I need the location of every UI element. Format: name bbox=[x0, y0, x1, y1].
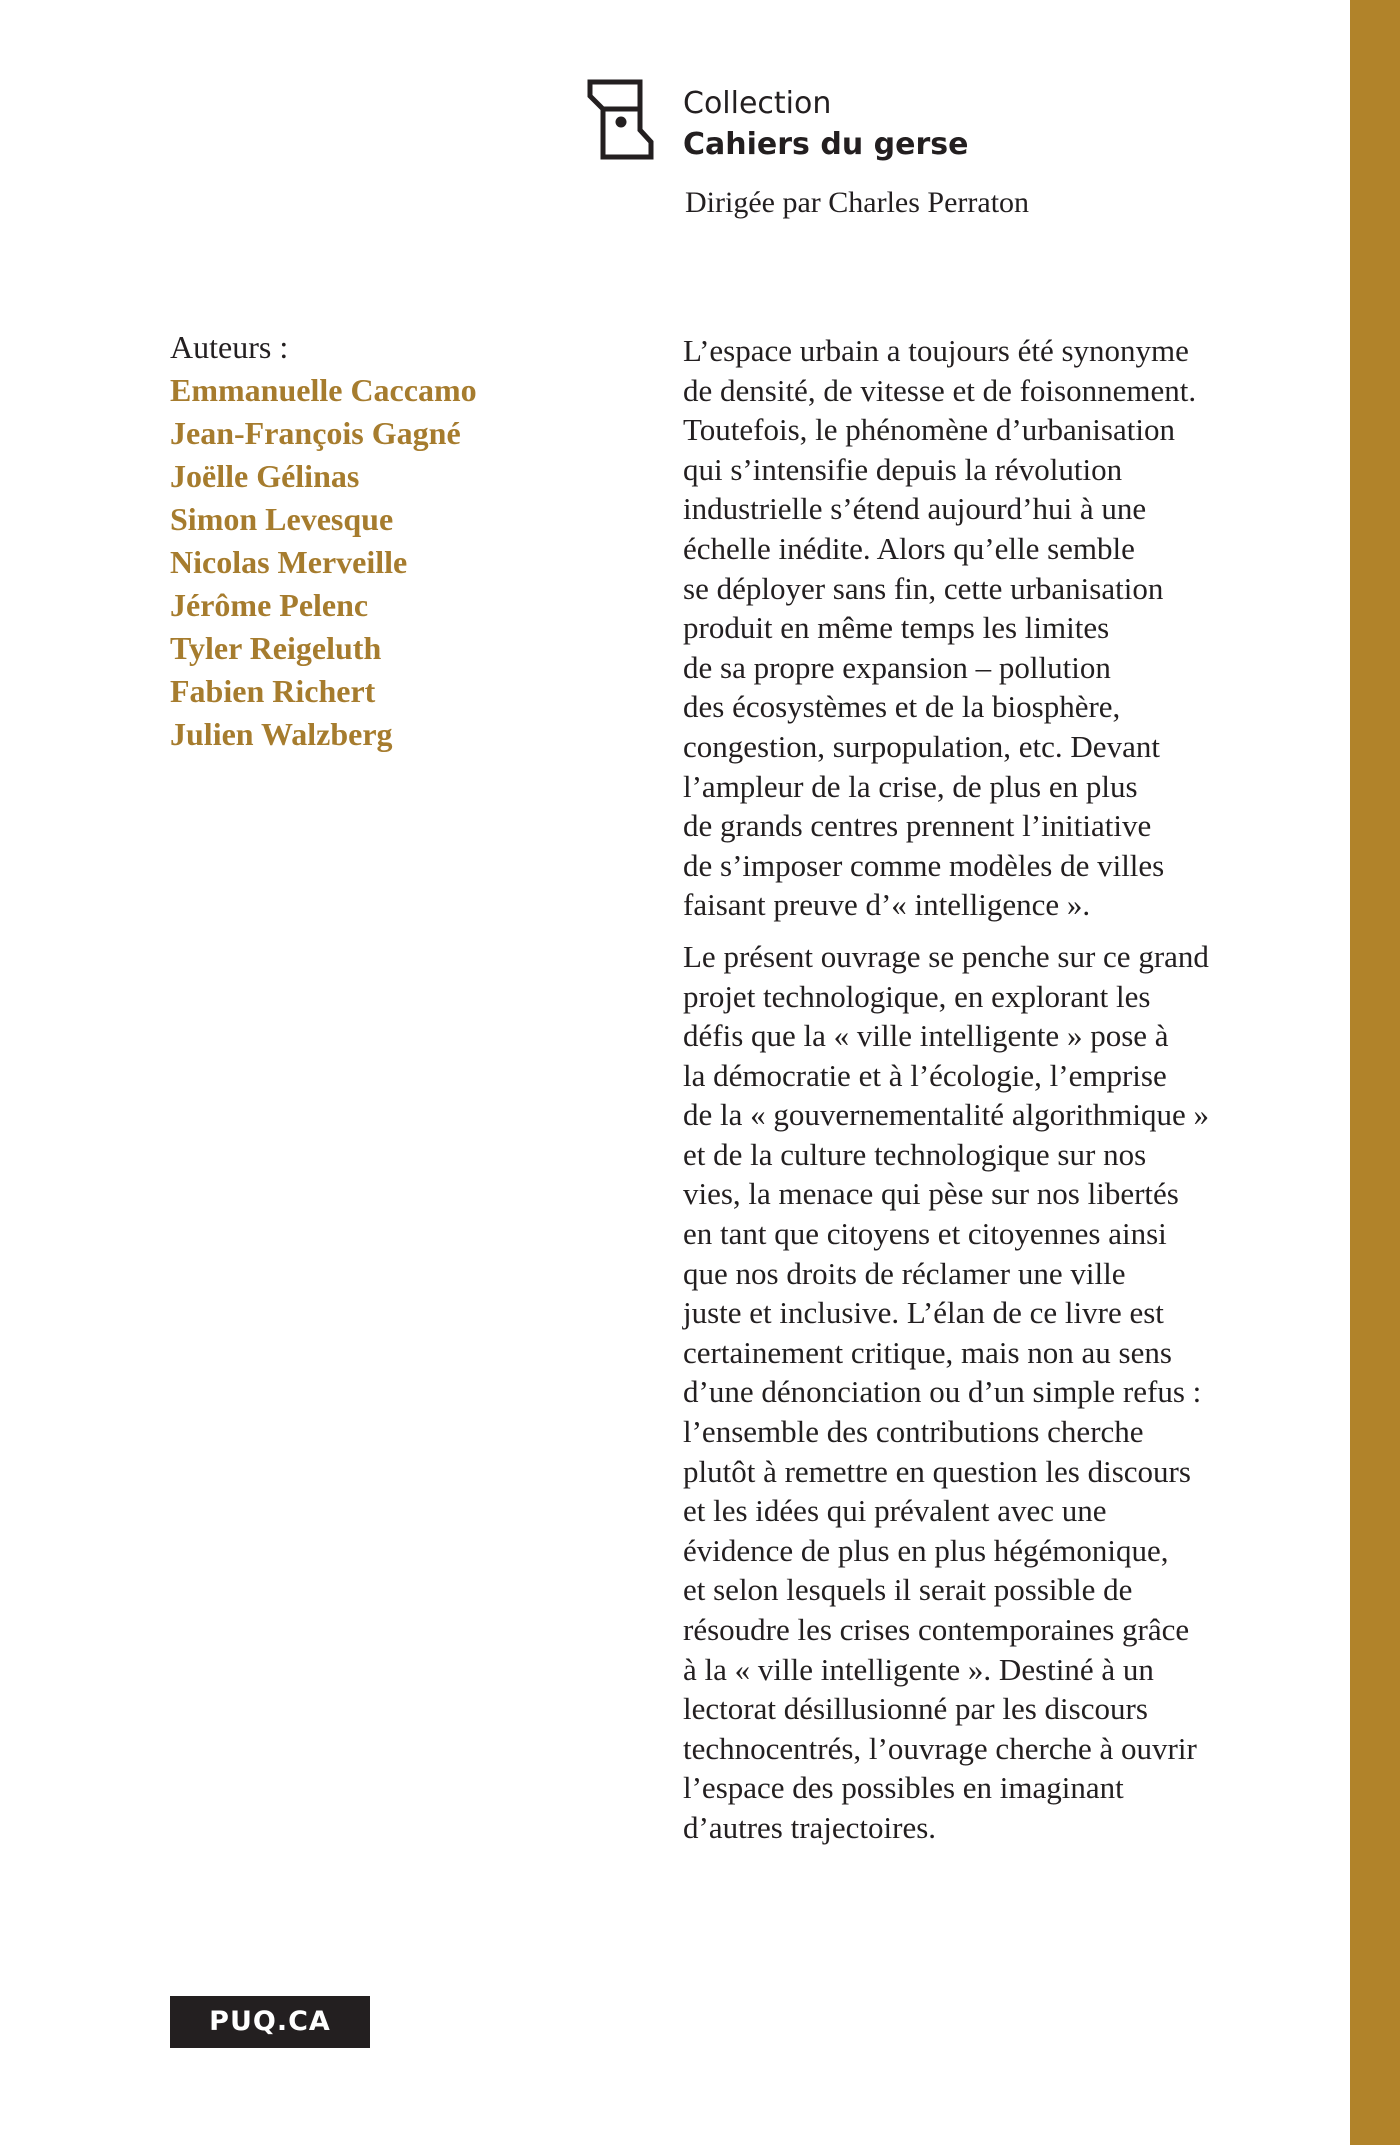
authors-section bbox=[170, 326, 477, 756]
text-line: de la « gouvernementalité algorithmique » bbox=[683, 1097, 1209, 1133]
text-line: d’une dénonciation ou d’un simple refus : bbox=[683, 1374, 1202, 1410]
text-line: Toutefois, le phénomène d’urbanisation bbox=[683, 412, 1175, 448]
text-line: produit en même temps les limites bbox=[683, 610, 1110, 646]
text-line: lectorat désillusionné par les discours bbox=[683, 1691, 1148, 1727]
text-line: l’espace des possibles en imaginant bbox=[683, 1770, 1124, 1806]
publisher-badge: PUQ.CA bbox=[170, 1996, 370, 2048]
text-line: des écosystèmes et de la biosphère, bbox=[683, 689, 1121, 725]
collection-logo-icon bbox=[583, 78, 655, 160]
text-line: évidence de plus en plus hégémonique, bbox=[683, 1532, 1169, 1568]
text-line: et de la culture technologique sur nos bbox=[683, 1136, 1147, 1172]
text-line: technocentrés, l’ouvrage cherche à ouvrir bbox=[683, 1730, 1197, 1766]
text-line: juste et inclusive. L’élan de ce livre est bbox=[683, 1295, 1164, 1331]
author-name: Tyler Reigeluth bbox=[170, 630, 382, 666]
text-line: d’autres trajectoires. bbox=[683, 1809, 937, 1845]
text-line: et les idées qui prévalent avec une bbox=[683, 1493, 1107, 1529]
book-summary bbox=[683, 331, 1283, 1848]
text-line: défis que la « ville intelligente » pose à bbox=[683, 1018, 1169, 1054]
text-line: congestion, surpopulation, etc. Devant bbox=[683, 728, 1160, 764]
text-line: se déployer sans fin, cette urbanisation bbox=[683, 570, 1164, 606]
text-line: certainement critique, mais non au sens bbox=[683, 1334, 1172, 1370]
authors-label: Auteurs : bbox=[170, 329, 289, 365]
text-line: l’ampleur de la crise, de plus en plus bbox=[683, 768, 1138, 804]
text-line: l’ensemble des contributions cherche bbox=[683, 1414, 1144, 1450]
text-line: de sa propre expansion – pollution bbox=[683, 649, 1111, 685]
text-line: et selon lesquels il serait possible de bbox=[683, 1572, 1133, 1608]
text-line: plutôt à remettre en question les discours bbox=[683, 1453, 1191, 1489]
author-name: Emmanuelle Caccamo bbox=[170, 372, 477, 408]
summary-paragraph-2 bbox=[683, 937, 1283, 1848]
text-line: résoudre les crises contemporaines grâce bbox=[683, 1612, 1190, 1647]
author-name: Jean-François Gagné bbox=[170, 415, 461, 451]
text-line: à la « ville intelligente ». Destiné à un bbox=[683, 1651, 1154, 1687]
spine-stripe bbox=[1350, 0, 1400, 2145]
summary-paragraph-1 bbox=[683, 331, 1283, 925]
collection-director: Dirigée par Charles Perraton bbox=[685, 186, 1030, 219]
text-line: de s’imposer comme modèles de villes bbox=[683, 847, 1165, 883]
text-line: de densité, de vitesse et de foisonnement. bbox=[683, 372, 1197, 408]
text-line: faisant preuve d’« intelligence ». bbox=[683, 887, 1091, 923]
text-line: projet technologique, en explorant les bbox=[683, 978, 1151, 1014]
text-line: Le présent ouvrage se penche sur ce grand bbox=[683, 938, 1209, 974]
author-name: Jérôme Pelenc bbox=[170, 587, 369, 623]
collection-label: Collection bbox=[683, 86, 832, 121]
text-line: que nos droits de réclamer une ville bbox=[683, 1255, 1126, 1291]
author-list bbox=[170, 369, 477, 756]
text-line: vies, la menace qui pèse sur nos libertés bbox=[683, 1176, 1179, 1212]
text-line: la démocratie et à l’écologie, l’emprise bbox=[683, 1057, 1167, 1093]
text-line: qui s’intensifie depuis la révolution bbox=[683, 451, 1123, 487]
author-name: Simon Levesque bbox=[170, 501, 394, 537]
text-line: industrielle s’étend aujourd’hui à une bbox=[683, 491, 1147, 527]
author-name: Fabien Richert bbox=[170, 673, 376, 709]
text-line: échelle inédite. Alors qu’elle semble bbox=[683, 530, 1135, 566]
author-name: Nicolas Merveille bbox=[170, 544, 408, 580]
text-line: en tant que citoyens et citoyennes ainsi bbox=[683, 1216, 1167, 1252]
author-name: Joëlle Gélinas bbox=[170, 458, 360, 494]
collection-name: Cahiers du gerse bbox=[683, 127, 969, 162]
text-line: de grands centres prennent l’initiative bbox=[683, 808, 1152, 844]
author-name: Julien Walzberg bbox=[170, 716, 393, 752]
text-line: L’espace urbain a toujours été synonyme bbox=[683, 333, 1189, 368]
